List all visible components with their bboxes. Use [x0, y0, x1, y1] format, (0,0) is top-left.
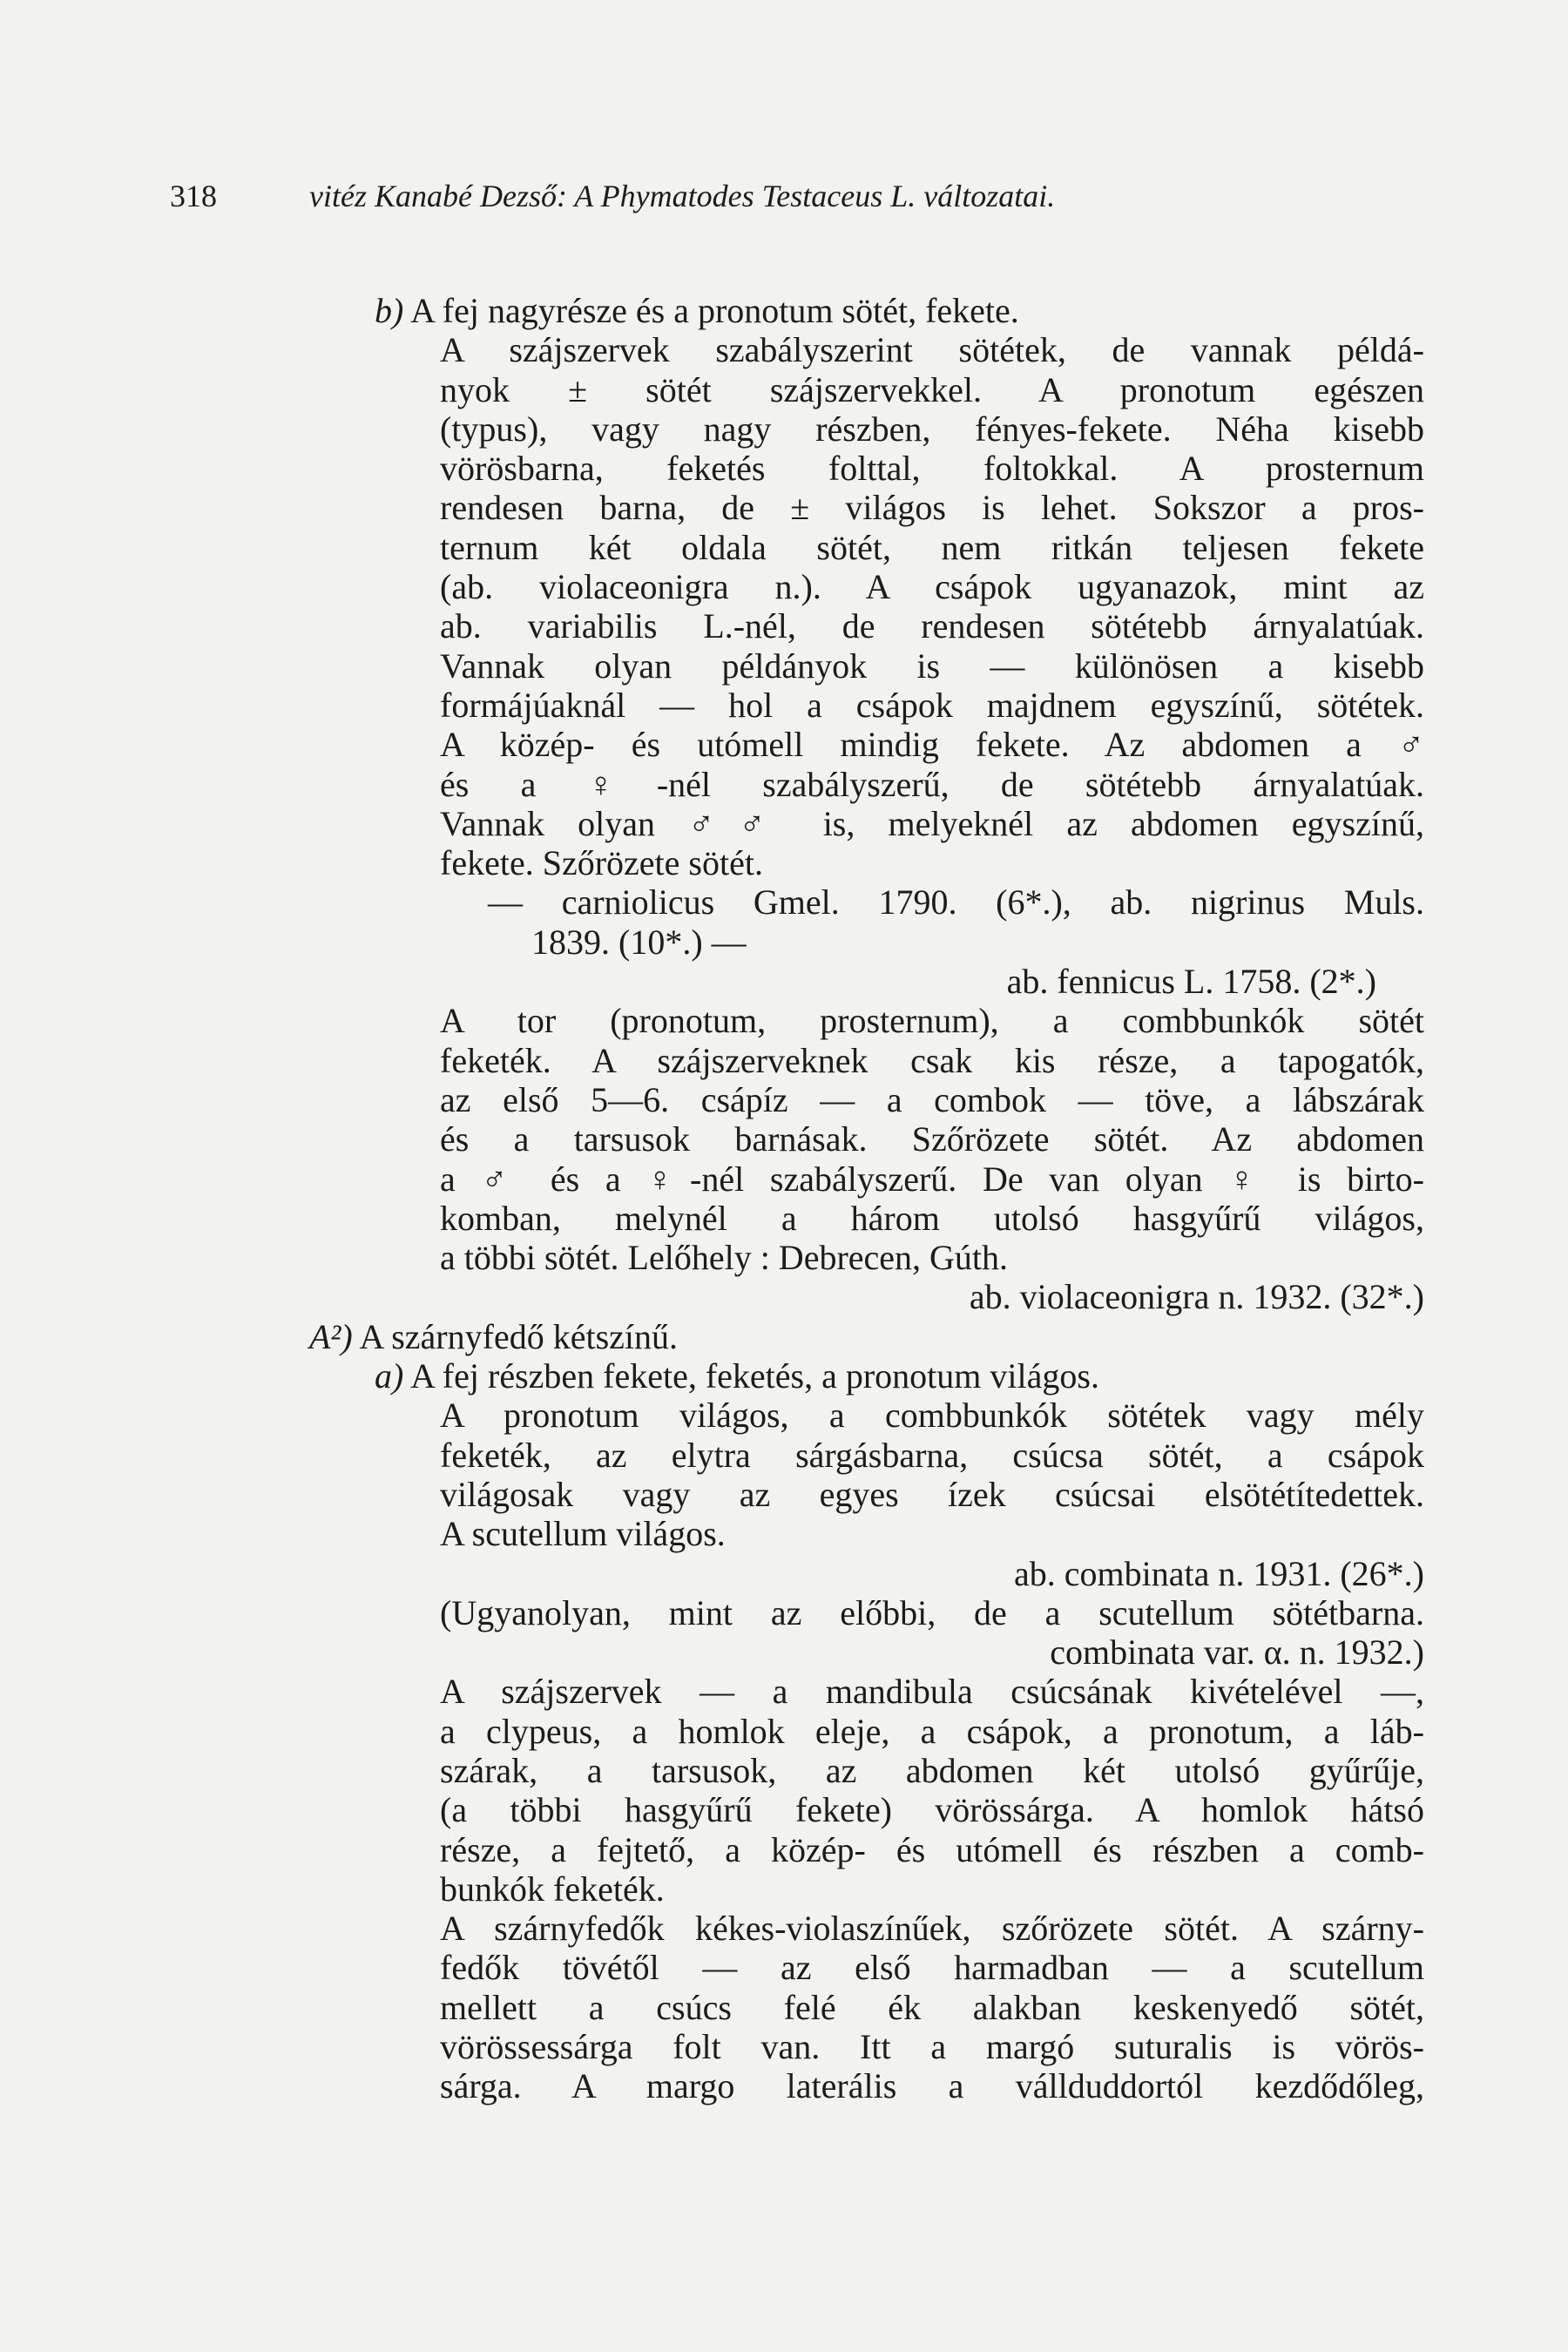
section-a-label: a) — [375, 1356, 404, 1396]
text-line: vörössessárga folt van. Itt a margó suturalis is vörös- — [440, 2027, 1424, 2067]
text-line: része, a fejtető, a közép- és utómell és részben a comb- — [440, 1829, 1424, 1869]
section-A2-heading-text: A szárnyfedő kétszínű. — [359, 1316, 678, 1356]
page-number: 318 — [170, 179, 217, 213]
text-line: az első 5—6. csápíz — a combok — töve, a lábszárak — [440, 1079, 1424, 1119]
text-line: A pronotum világos, a combbunkók sötétek vagy mély — [440, 1396, 1424, 1436]
section-A2-label: A²) — [309, 1316, 353, 1356]
text-line: feketék. A szájszerveknek csak kis része, a tapogatók, — [440, 1040, 1424, 1080]
text-line: sárga. A margo laterális a vállduddortól kezdődőleg, — [440, 2066, 1424, 2106]
text-line: Vannak olyan ♂♂ is, melyeknél az abdomen egyszínű, — [440, 803, 1424, 843]
aberration-name: ab. violaceonigra n. 1932. (32*.) — [969, 1277, 1424, 1317]
paragraph-4: (Ugyanolyan, mint az előbbi, de a scutellum sötétbarna. — [440, 1592, 1424, 1632]
text-line: (typus), vagy nagy részben, fényes-fekete. Néha kisebb — [440, 409, 1424, 449]
text-line: mellett a csúcs felé ék alakban keskenyedő sötét, — [440, 1987, 1424, 2027]
section-b-heading — [375, 291, 1424, 330]
text-line: és a tarsusok barnásak. Szőrözete sötét. Az abdomen — [440, 1119, 1424, 1159]
section-a-heading — [375, 1356, 1424, 1396]
synonym-reference: — carniolicus Gmel. 1790. (6*.), ab. nigrinus Muls. — [488, 882, 1424, 923]
section-b-heading-text: A fej nagyrésze és a pronotum sötét, fekete. — [410, 291, 1019, 330]
text-line: a ♂ és a ♀-nél szabályszerű. De van olyan ♀ is birto- — [440, 1159, 1424, 1199]
text-line: fekete. Szőrözete sötét. — [440, 843, 763, 883]
text-line: szárak, a tarsusok, az abdomen két utolsó gyűrűje, — [440, 1750, 1424, 1790]
aberration-name: ab. combinata n. 1931. (26*.) — [1014, 1553, 1424, 1593]
paragraph-1 — [440, 330, 1424, 882]
text-line: a többi sötét. Lelőhely : Debrecen, Gúth. — [440, 1238, 1009, 1278]
section-b-label: b) — [375, 291, 404, 330]
paragraph-6 — [440, 1909, 1424, 2105]
paragraph-5 — [440, 1672, 1424, 1909]
section-A2-heading — [309, 1316, 1424, 1356]
text-line: A scutellum világos. — [440, 1514, 726, 1554]
text-line: A szájszervek — a mandibula csúcsának kivételével —, — [440, 1672, 1424, 1712]
variety-name: combinata var. α. n. 1932.) — [1050, 1632, 1424, 1673]
text-line: a clypeus, a homlok eleje, a csápok, a pronotum, a láb- — [440, 1711, 1424, 1751]
text-line: ternum két oldala sötét, nem ritkán teljesen fekete — [440, 527, 1424, 567]
running-header — [170, 178, 1307, 214]
text-line: A tor (pronotum, prosternum), a combbunkók sötét — [440, 1001, 1424, 1041]
text-line: világosak vagy az egyes ízek csúcsai elsötétítedettek. — [440, 1474, 1424, 1514]
text-line: feketék, az elytra sárgásbarna, csúcsa sötét, a csápok — [440, 1435, 1424, 1475]
paragraph-2 — [440, 1001, 1424, 1277]
body-text — [309, 291, 1424, 2106]
text-line: (ab. violaceonigra n.). A csápok ugyanazok, mint az — [440, 567, 1424, 607]
text-line: A közép- és utómell mindig fekete. Az abdomen a ♂ — [440, 725, 1424, 765]
text-line: A szárnyfedők kékes-violaszínűek, szőrözete sötét. A szárny- — [440, 1909, 1424, 1949]
aberration-name: ab. fennicus L. 1758. (2*.) — [1006, 962, 1376, 1002]
synonym-reference-cont: 1839. (10*.) — — [531, 922, 747, 962]
section-a-heading-text: A fej részben fekete, feketés, a pronotum világos. — [410, 1356, 1099, 1396]
text-line: rendesen barna, de ± világos is lehet. Sokszor a pros- — [440, 488, 1424, 528]
text-line: fedők tövétől — az első harmadban — a scutellum — [440, 1948, 1424, 1988]
text-line: (a többi hasgyűrű fekete) vörössárga. A homlok hátsó — [440, 1790, 1424, 1830]
text-line: bunkók feketék. — [440, 1869, 665, 1909]
text-line: vörösbarna, feketés folttal, foltokkal. A prosternum — [440, 449, 1424, 489]
text-line: ab. variabilis L.-nél, de rendesen sötétebb árnyalatúak. — [440, 606, 1424, 646]
text-line: és a ♀-nél szabályszerű, de sötétebb árnyalatúak. — [440, 764, 1424, 804]
text-line: Vannak olyan példányok is — különösen a kisebb — [440, 645, 1424, 686]
running-title: vitéz Kanabé Dezső: A Phymatodes Testaceus L. változatai. — [309, 179, 1056, 213]
text-line: A szájszervek szabályszerint sötétek, de vannak példá- — [440, 330, 1424, 370]
text-line: formájúaknál — hol a csápok majdnem egyszínű, sötétek. — [440, 685, 1424, 725]
paragraph-3 — [440, 1396, 1424, 1553]
text-line: komban, melynél a három utolsó hasgyűrű világos, — [440, 1198, 1424, 1238]
text-line: nyok ± sötét szájszervekkel. A pronotum egészen — [440, 369, 1424, 409]
